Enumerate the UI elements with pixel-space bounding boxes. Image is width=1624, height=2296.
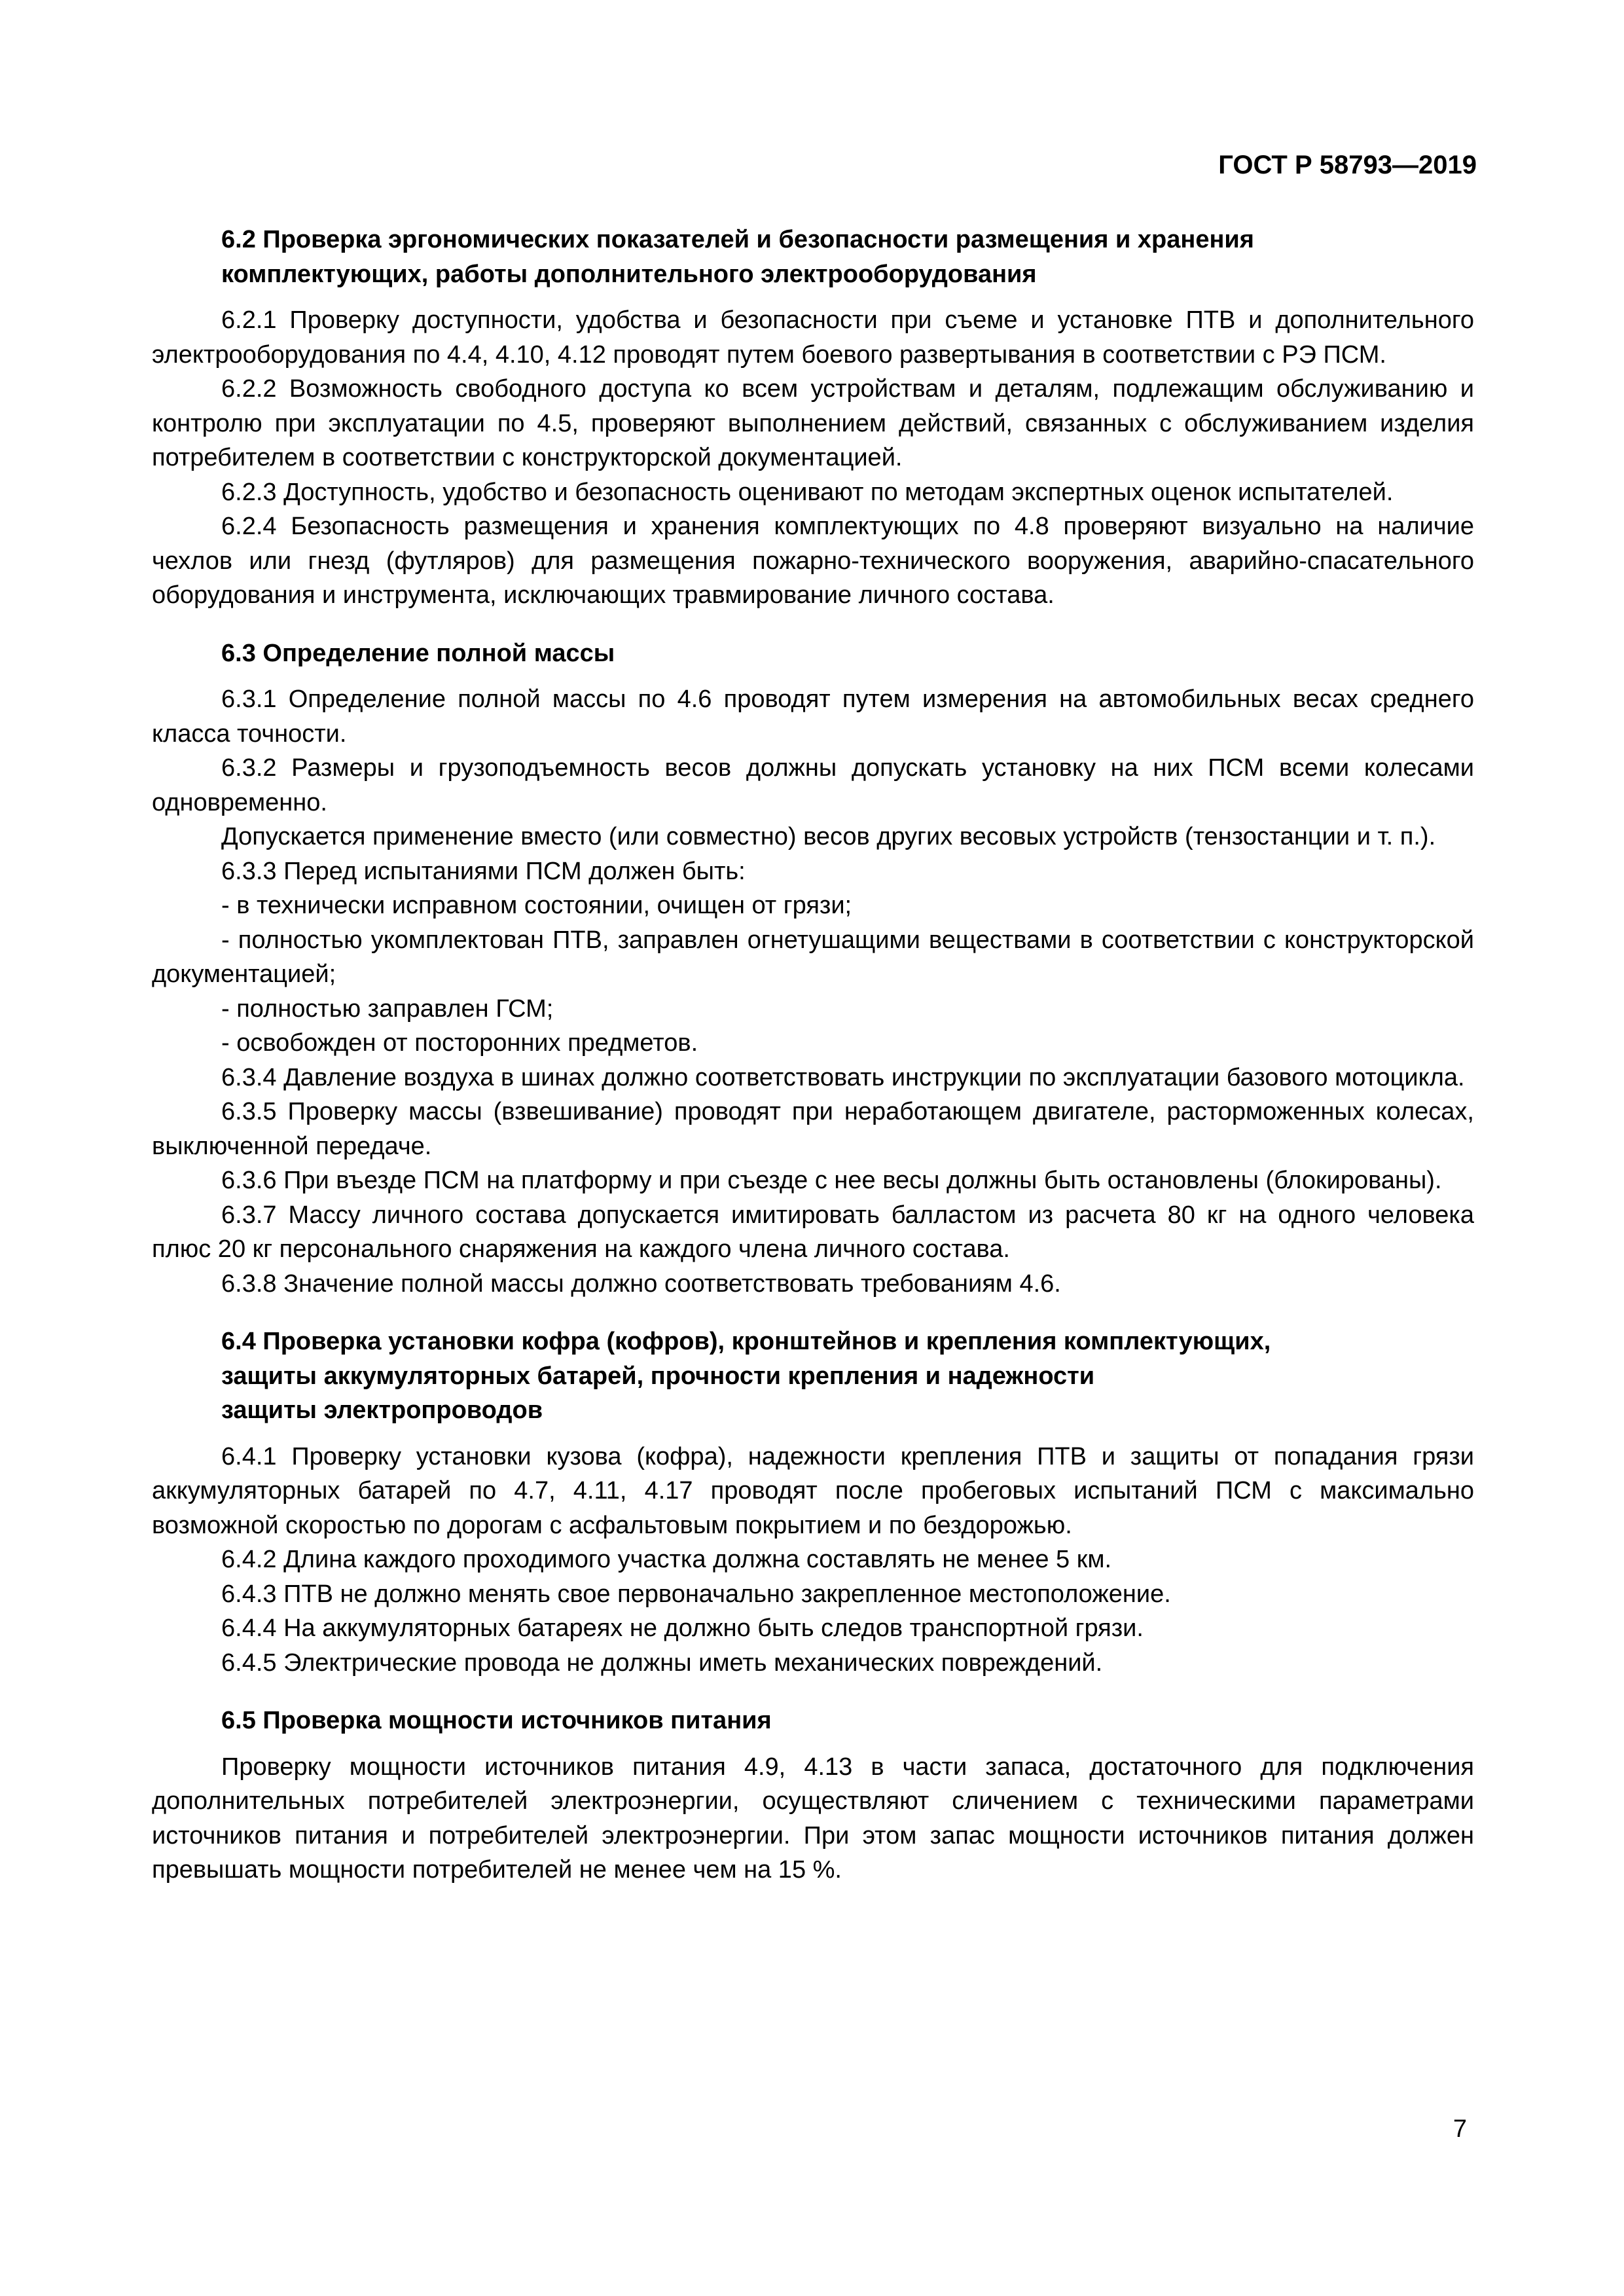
heading-line: 6.4 Проверка установки кофра (кофров), кронштейнов и крепления комплектующих, xyxy=(221,1328,1271,1355)
document-body xyxy=(152,223,1474,1887)
list-item: - освобожден от посторонних предметов. xyxy=(221,1029,698,1057)
section-heading: 6.5 Проверка мощности источников питания xyxy=(221,1707,772,1734)
heading-line: комплектующих, работы дополнительного электрооборудования xyxy=(221,260,1037,288)
paragraph: Допускается применение вместо (или совместно) весов других весовых устройств (тензостанции и т. п.). xyxy=(221,823,1436,850)
section-heading xyxy=(152,1324,1474,1428)
paragraph: Проверку мощности источников питания 4.9, 4.13 в части запаса, достаточного для подключения дополнительных потребителей электроэнергии, осуществляют сличением с техническими параметрами источников питания и потребителей электроэнергии. При этом запас мощности источников питания должен превышать мощности потребителей не менее чем на 15 %. xyxy=(152,1753,1474,1884)
section-heading: 6.3 Определение полной массы xyxy=(221,639,615,667)
section-6-4 xyxy=(152,1324,1474,1680)
heading-line: защиты электропроводов xyxy=(221,1396,543,1424)
page-number: 7 xyxy=(1453,2115,1467,2143)
heading-line: 6.2 Проверка эргономических показателей и безопасности размещения и хранения xyxy=(221,226,1254,253)
list-item: - полностью заправлен ГСМ; xyxy=(221,994,554,1023)
paragraph: 6.2.3 Доступность, удобство и безопасность оценивают по методам экспертных оценок испытателей. xyxy=(221,478,1394,506)
paragraph: 6.3.6 При въезде ПСМ на платформу и при съезде с нее весы должны быть остановлены (блокированы). xyxy=(221,1167,1442,1194)
paragraph: 6.3.4 Давление воздуха в шинах должно соответствовать инструкции по эксплуатации базового мотоцикла. xyxy=(221,1063,1465,1091)
section-6-2 xyxy=(152,223,1474,613)
list-item: - полностью укомплектован ПТВ, заправлен огнетушащими веществами в соответствии с конструкторской документацией; xyxy=(152,926,1474,988)
section-6-3 xyxy=(152,636,1474,1302)
paragraph: 6.3.8 Значение полной массы должно соответствовать требованиям 4.6. xyxy=(221,1269,1061,1298)
paragraph: 6.2.1 Проверку доступности, удобства и безопасности при съеме и установке ПТВ и дополнительного электрооборудования по 4.4, 4.10, 4.12 проводят путем боевого развертывания в соответствии с РЭ ПСМ. xyxy=(152,306,1474,369)
paragraph: 6.2.4 Безопасность размещения и хранения комплектующих по 4.8 проверяют визуально на наличие чехлов или гнезд (футляров) для размещения пожарно-технического вооружения, аварийно-спасательного оборудования и инструмента, исключающих травмирование личного состава. xyxy=(152,513,1474,609)
section-heading xyxy=(152,223,1474,291)
paragraph: 6.3.7 Массу личного состава допускается имитировать балластом из расчета 80 кг на одного человека плюс 20 кг персонального снаряжения на каждого члена личного состава. xyxy=(152,1201,1474,1263)
paragraph: 6.3.2 Размеры и грузоподъемность весов должны допускать установку на них ПСМ всеми колесами одновременно. xyxy=(152,754,1474,816)
section-6-5 xyxy=(152,1704,1474,1887)
paragraph: 6.3.1 Определение полной массы по 4.6 проводят путем измерения на автомобильных весах среднего класса точности. xyxy=(152,685,1474,748)
paragraph: 6.4.4 На аккумуляторных батареях не должно быть следов транспортной грязи. xyxy=(221,1614,1144,1642)
paragraph: 6.4.3 ПТВ не должно менять свое первоначально закрепленное местоположение. xyxy=(221,1580,1171,1608)
heading-line: защиты аккумуляторных батарей, прочности крепления и надежности xyxy=(221,1362,1095,1390)
paragraph: 6.4.1 Проверку установки кузова (кофра), надежности крепления ПТВ и защиты от попадания грязи аккумуляторных батарей по 4.7, 4.11, 4.17 проводят после пробеговых испытаний ПСМ с максимально возможной скоростью по дорогам с асфальтовым покрытием и по бездорожью. xyxy=(152,1442,1474,1539)
paragraph: 6.3.5 Проверку массы (взвешивание) проводят при неработающем двигателе, расторможенных колесах, выключенной передаче. xyxy=(152,1098,1474,1160)
paragraph: 6.2.2 Возможность свободного доступа ко всем устройствам и деталям, подлежащим обслуживанию и контролю при эксплуатации по 4.5, проверяют выполнением действий, связанных с обслуживанием изделия потребителем в соответствии с конструкторской документацией. xyxy=(152,375,1474,471)
list-item: - в технически исправном состоянии, очищен от грязи; xyxy=(221,892,852,919)
document-code: ГОСТ Р 58793—2019 xyxy=(1218,151,1477,179)
paragraph: 6.4.2 Длина каждого проходимого участка должна составлять не менее 5 км. xyxy=(221,1546,1112,1573)
paragraph: 6.4.5 Электрические провода не должны иметь механических повреждений. xyxy=(221,1649,1103,1677)
paragraph: 6.3.3 Перед испытаниями ПСМ должен быть: xyxy=(221,857,746,885)
